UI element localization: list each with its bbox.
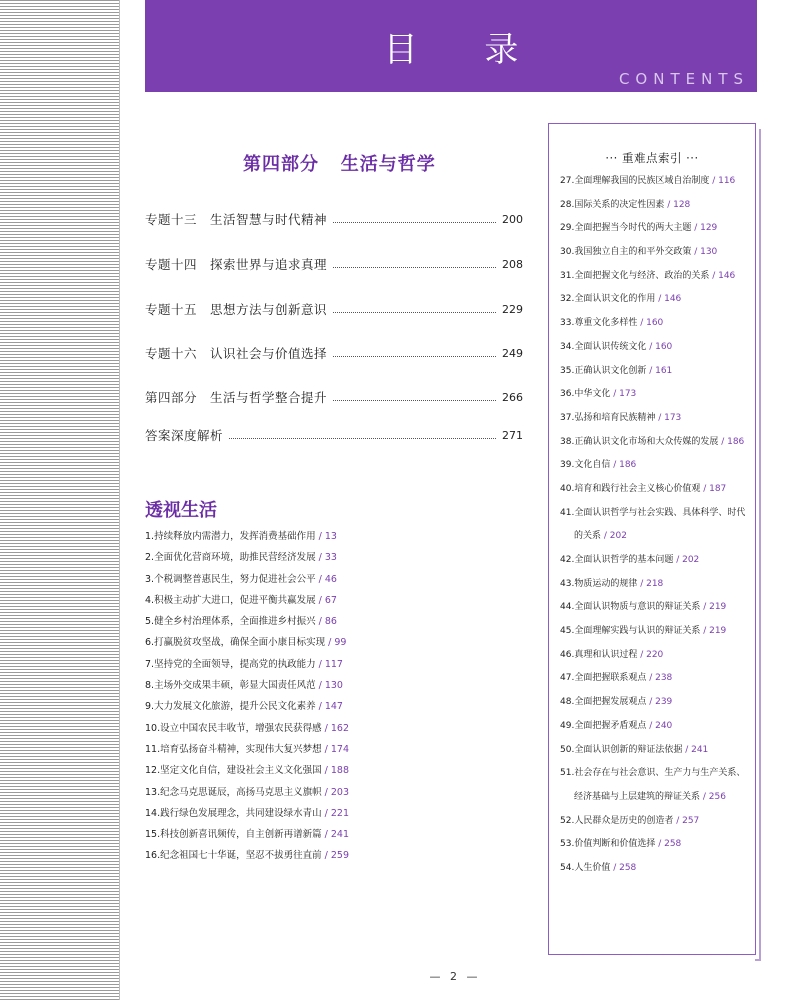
index-item-text: 45.全面理解实践与认识的辩证关系 bbox=[560, 626, 701, 637]
index-item[interactable] bbox=[560, 194, 752, 218]
index-item-text: 49.全面把握矛盾观点 bbox=[560, 720, 647, 731]
toc-page-number: 249 bbox=[502, 346, 523, 360]
separator: / bbox=[315, 552, 325, 564]
page-number: — 2 — bbox=[429, 970, 481, 983]
separator: / bbox=[321, 722, 331, 734]
index-item-page: 130 bbox=[700, 247, 718, 258]
separator: / bbox=[691, 247, 701, 258]
life-topic-item[interactable] bbox=[145, 654, 525, 675]
index-item[interactable] bbox=[560, 360, 752, 384]
index-item-text: 33.尊重文化多样性 bbox=[560, 318, 638, 329]
index-item-text: 51.社会存在与社会意识、生产力与生产关系、 bbox=[560, 768, 746, 779]
toc-entry[interactable] bbox=[145, 300, 523, 318]
index-title: ··· 重难点索引 ··· bbox=[605, 151, 699, 165]
life-topic-page: 221 bbox=[330, 807, 349, 819]
toc-leader-dots bbox=[333, 356, 496, 357]
index-item-page: 187 bbox=[709, 483, 727, 494]
life-topic-text: 9.大力发展文化旅游，提升公民文化素养 bbox=[145, 701, 316, 713]
index-item-text: 38.正确认识文化市场和大众传媒的发展 bbox=[560, 436, 719, 447]
index-item-page: 202 bbox=[609, 531, 627, 542]
separator: / bbox=[655, 294, 665, 305]
index-item-text: 36.中华文化 bbox=[560, 389, 611, 400]
life-topic-text: 8.主场外交成果丰硕，彰显大国责任风范 bbox=[145, 680, 316, 692]
decorative-stripes bbox=[0, 0, 120, 1000]
separator: / bbox=[637, 578, 647, 589]
index-item-page: 218 bbox=[646, 578, 664, 589]
toc-label: 第四部分 生活与哲学整合提升 bbox=[145, 390, 328, 405]
index-item[interactable] bbox=[560, 454, 752, 478]
life-topic-item[interactable] bbox=[145, 760, 525, 781]
life-topic-page: 259 bbox=[330, 850, 349, 862]
index-item-text: 29.全面把握当今时代的两大主题 bbox=[560, 223, 692, 234]
index-item-text: 46.真理和认识过程 bbox=[560, 649, 638, 660]
separator: / bbox=[321, 743, 331, 755]
life-topic-page: 46 bbox=[324, 573, 337, 585]
index-item[interactable] bbox=[560, 810, 752, 834]
separator: / bbox=[315, 616, 325, 628]
index-item-text: 47.全面把握联系观点 bbox=[560, 673, 647, 684]
life-topic-item[interactable] bbox=[145, 824, 525, 845]
life-topic-page: 130 bbox=[324, 680, 343, 692]
separator: / bbox=[673, 555, 683, 565]
index-item-text: 的关系 bbox=[574, 531, 602, 542]
index-item-text: 37.弘扬和培育民族精神 bbox=[560, 412, 656, 423]
index-item-text: 42.全面认识哲学的基本问题 bbox=[560, 555, 674, 565]
life-topic-page: 162 bbox=[330, 722, 349, 734]
index-item-page: 129 bbox=[700, 223, 718, 234]
page-title: 目 录 bbox=[383, 30, 547, 70]
life-topic-item[interactable] bbox=[145, 590, 525, 611]
index-item-page: 257 bbox=[682, 815, 700, 826]
life-topic-page: 86 bbox=[324, 616, 337, 628]
index-item[interactable] bbox=[560, 573, 752, 597]
separator: / bbox=[321, 850, 331, 862]
life-topic-item[interactable] bbox=[145, 803, 525, 824]
toc-page-number: 266 bbox=[502, 390, 523, 404]
toc-page-number: 200 bbox=[502, 212, 523, 226]
index-item-page: 160 bbox=[646, 318, 664, 329]
index-list bbox=[560, 170, 752, 881]
life-topic-item[interactable] bbox=[145, 547, 525, 568]
separator: / bbox=[321, 765, 331, 777]
life-topic-text: 5.健全乡村治理体系，全面推进乡村振兴 bbox=[145, 616, 316, 628]
life-topic-text: 12.坚定文化自信，建设社会主义文化强国 bbox=[145, 765, 322, 777]
separator: / bbox=[315, 531, 325, 542]
index-item-page: 160 bbox=[655, 341, 673, 352]
index-item-page: 186 bbox=[619, 460, 637, 471]
index-item-page: 256 bbox=[708, 791, 726, 802]
index-item-page: 258 bbox=[619, 862, 637, 873]
index-item-page: 186 bbox=[727, 436, 745, 447]
key-points-index bbox=[548, 123, 756, 955]
index-item-text: 40.培育和践行社会主义核心价值观 bbox=[560, 483, 701, 494]
toc-label: 专题十五 思想方法与创新意识 bbox=[145, 302, 328, 317]
toc-entry[interactable] bbox=[145, 344, 523, 362]
index-item-page: 146 bbox=[718, 270, 736, 281]
separator: / bbox=[700, 483, 710, 494]
index-item-page: 128 bbox=[673, 199, 691, 210]
separator: / bbox=[646, 365, 656, 376]
separator: / bbox=[646, 673, 656, 684]
separator: / bbox=[700, 626, 710, 637]
separator: / bbox=[664, 199, 674, 210]
toc-entry[interactable] bbox=[145, 388, 523, 406]
index-item-page: 258 bbox=[664, 839, 682, 850]
separator: / bbox=[646, 341, 656, 352]
toc-label: 专题十四 探索世界与追求真理 bbox=[145, 257, 328, 272]
life-topic-item[interactable] bbox=[145, 675, 525, 696]
separator: / bbox=[315, 701, 325, 713]
index-item[interactable] bbox=[560, 431, 752, 455]
index-item[interactable] bbox=[560, 549, 752, 573]
life-topics-list bbox=[145, 526, 525, 867]
index-item[interactable] bbox=[560, 739, 752, 763]
toc-entry[interactable] bbox=[145, 210, 523, 228]
toc-leader-dots bbox=[333, 312, 496, 313]
index-item[interactable] bbox=[560, 288, 752, 312]
life-topic-page: 147 bbox=[324, 701, 343, 713]
separator: / bbox=[718, 436, 728, 447]
index-item-page: 202 bbox=[682, 555, 700, 565]
index-item-page: 220 bbox=[646, 649, 664, 660]
index-item-text: 27.全面理解我国的民族区域自治制度 bbox=[560, 176, 710, 186]
separator: / bbox=[700, 791, 709, 802]
index-item-page: 173 bbox=[664, 412, 682, 423]
index-item[interactable] bbox=[560, 667, 752, 691]
separator: / bbox=[325, 637, 335, 649]
separator: / bbox=[321, 807, 331, 819]
life-topic-item[interactable] bbox=[145, 569, 525, 590]
index-item[interactable] bbox=[560, 407, 752, 431]
life-topic-text: 1.持续释放内需潜力，发挥消费基础作用 bbox=[145, 531, 316, 542]
index-item-text: 54.人生价值 bbox=[560, 862, 611, 873]
index-item-page: 241 bbox=[691, 744, 709, 755]
life-topic-text: 2.全面优化营商环境，助推民营经济发展 bbox=[145, 552, 316, 564]
toc-label: 专题十六 认识社会与价值选择 bbox=[145, 346, 328, 361]
part-title: 第四部分 生活与哲学 bbox=[243, 154, 436, 175]
life-topic-item[interactable] bbox=[145, 632, 525, 653]
index-item[interactable] bbox=[560, 620, 752, 644]
life-topic-text: 16.纪念祖国七十华诞，坚忍不拔勇往直前 bbox=[145, 850, 322, 862]
index-item-text: 31.全面把握文化与经济、政治的关系 bbox=[560, 270, 710, 281]
life-topic-text: 15.科技创新喜讯频传，自主创新再谱新篇 bbox=[145, 829, 322, 841]
life-topic-page: 188 bbox=[330, 765, 349, 777]
separator: / bbox=[601, 531, 610, 542]
separator: / bbox=[646, 697, 656, 708]
index-item-text: 41.全面认识哲学与社会实践、具体科学、时代 bbox=[560, 507, 746, 518]
index-item[interactable] bbox=[560, 312, 752, 336]
life-topic-item[interactable] bbox=[145, 526, 525, 547]
index-item[interactable] bbox=[560, 525, 752, 549]
index-item-page: 116 bbox=[718, 176, 736, 186]
life-topic-text: 11.培育弘扬奋斗精神，实现伟大复兴梦想 bbox=[145, 743, 322, 755]
life-topic-text: 10.设立中国农民丰收节，增强农民获得感 bbox=[145, 722, 322, 734]
separator: / bbox=[709, 176, 719, 186]
life-topic-item[interactable] bbox=[145, 696, 525, 717]
index-item[interactable] bbox=[560, 241, 752, 265]
toc-page-number: 229 bbox=[502, 302, 523, 316]
life-topic-page: 33 bbox=[324, 552, 337, 564]
life-topic-page: 13 bbox=[324, 531, 337, 542]
separator: / bbox=[655, 839, 665, 850]
separator: / bbox=[610, 862, 620, 873]
life-topic-page: 67 bbox=[324, 594, 337, 606]
index-item-text: 43.物质运动的规律 bbox=[560, 578, 638, 589]
toc-label: 答案深度解析 bbox=[145, 428, 224, 443]
life-topic-text: 3.个税调整普惠民生，努力促进社会公平 bbox=[145, 573, 316, 585]
separator: / bbox=[673, 815, 683, 826]
index-item-page: 173 bbox=[619, 389, 637, 400]
page-subtitle: CONTENTS bbox=[618, 70, 749, 88]
life-topic-page: 117 bbox=[324, 658, 343, 670]
toc-entry[interactable] bbox=[145, 255, 523, 273]
toc-entry[interactable] bbox=[145, 426, 523, 444]
separator: / bbox=[682, 744, 692, 755]
index-item-text: 经济基础与上层建筑的辩证关系 bbox=[574, 791, 701, 802]
index-item[interactable] bbox=[560, 383, 752, 407]
header-banner bbox=[145, 0, 757, 92]
index-item[interactable] bbox=[560, 644, 752, 668]
index-item[interactable] bbox=[560, 478, 752, 502]
index-item-page: 161 bbox=[655, 365, 673, 376]
index-item-page: 238 bbox=[655, 673, 673, 684]
separator: / bbox=[637, 318, 647, 329]
separator: / bbox=[321, 829, 331, 841]
index-item-text: 52.人民群众是历史的创造者 bbox=[560, 815, 674, 826]
index-item[interactable] bbox=[560, 833, 752, 857]
life-topic-item[interactable] bbox=[145, 718, 525, 739]
life-topic-item[interactable] bbox=[145, 845, 525, 866]
toc-leader-dots bbox=[333, 267, 496, 268]
toc-label: 专题十三 生活智慧与时代精神 bbox=[145, 212, 328, 227]
index-item-text: 44.全面认识物质与意识的辩证关系 bbox=[560, 602, 701, 613]
index-item[interactable] bbox=[560, 217, 752, 241]
index-item-text: 53.价值判断和价值选择 bbox=[560, 839, 656, 850]
index-item-page: 219 bbox=[709, 602, 727, 613]
separator: / bbox=[646, 720, 656, 731]
index-item[interactable] bbox=[560, 336, 752, 360]
toc-leader-dots bbox=[333, 222, 496, 223]
index-item-text: 50.全面认识创新的辩证法依据 bbox=[560, 744, 683, 755]
life-topic-text: 6.打赢脱贫攻坚战，确保全面小康目标实现 bbox=[145, 637, 326, 649]
separator: / bbox=[610, 389, 620, 400]
separator: / bbox=[691, 223, 701, 234]
index-item[interactable] bbox=[560, 762, 752, 786]
index-item[interactable] bbox=[560, 170, 752, 194]
index-item-text: 34.全面认识传统文化 bbox=[560, 341, 647, 352]
index-item[interactable] bbox=[560, 715, 752, 739]
index-item-page: 219 bbox=[709, 626, 727, 637]
index-item-page: 239 bbox=[655, 697, 673, 708]
index-item[interactable] bbox=[560, 596, 752, 620]
life-topic-item[interactable] bbox=[145, 611, 525, 632]
toc-leader-dots bbox=[229, 438, 496, 439]
life-topic-page: 99 bbox=[334, 637, 347, 649]
index-item[interactable] bbox=[560, 265, 752, 289]
index-item-page: 240 bbox=[655, 720, 673, 731]
toc-page-number: 208 bbox=[502, 257, 523, 271]
separator: / bbox=[709, 270, 719, 281]
separator: / bbox=[610, 460, 620, 471]
life-topic-item[interactable] bbox=[145, 739, 525, 760]
life-topic-item[interactable] bbox=[145, 782, 525, 803]
life-topic-text: 7.坚持党的全面领导，提高党的执政能力 bbox=[145, 658, 316, 670]
separator: / bbox=[315, 573, 325, 585]
index-item-text: 35.正确认识文化创新 bbox=[560, 365, 647, 376]
separator: / bbox=[315, 594, 325, 606]
index-item-text: 28.国际关系的决定性因素 bbox=[560, 199, 665, 210]
index-item[interactable] bbox=[560, 857, 752, 881]
life-topic-text: 13.纪念马克思诞辰，高扬马克思主义旗帜 bbox=[145, 786, 322, 798]
life-topic-text: 4.积极主动扩大进口，促进平衡共赢发展 bbox=[145, 594, 316, 606]
index-item-page: 146 bbox=[664, 294, 682, 305]
life-topic-page: 174 bbox=[330, 743, 349, 755]
index-item-text: 39.文化自信 bbox=[560, 460, 611, 471]
separator: / bbox=[700, 602, 710, 613]
toc-leader-dots bbox=[333, 400, 496, 401]
separator: / bbox=[637, 649, 647, 660]
index-item[interactable] bbox=[560, 691, 752, 715]
separator: / bbox=[315, 658, 325, 670]
section-title: 透视生活 bbox=[145, 500, 217, 521]
life-topic-page: 241 bbox=[330, 829, 349, 841]
life-topic-page: 203 bbox=[330, 786, 349, 798]
index-item[interactable] bbox=[560, 786, 752, 810]
index-item[interactable] bbox=[560, 502, 752, 526]
index-item-text: 32.全面认识文化的作用 bbox=[560, 294, 656, 305]
separator: / bbox=[315, 680, 325, 692]
index-item-text: 48.全面把握发展观点 bbox=[560, 697, 647, 708]
separator: / bbox=[321, 786, 331, 798]
life-topic-text: 14.践行绿色发展理念，共同建设绿水青山 bbox=[145, 807, 322, 819]
index-item-text: 30.我国独立自主的和平外交政策 bbox=[560, 247, 692, 258]
toc-page-number: 271 bbox=[502, 428, 523, 442]
separator: / bbox=[655, 412, 665, 423]
